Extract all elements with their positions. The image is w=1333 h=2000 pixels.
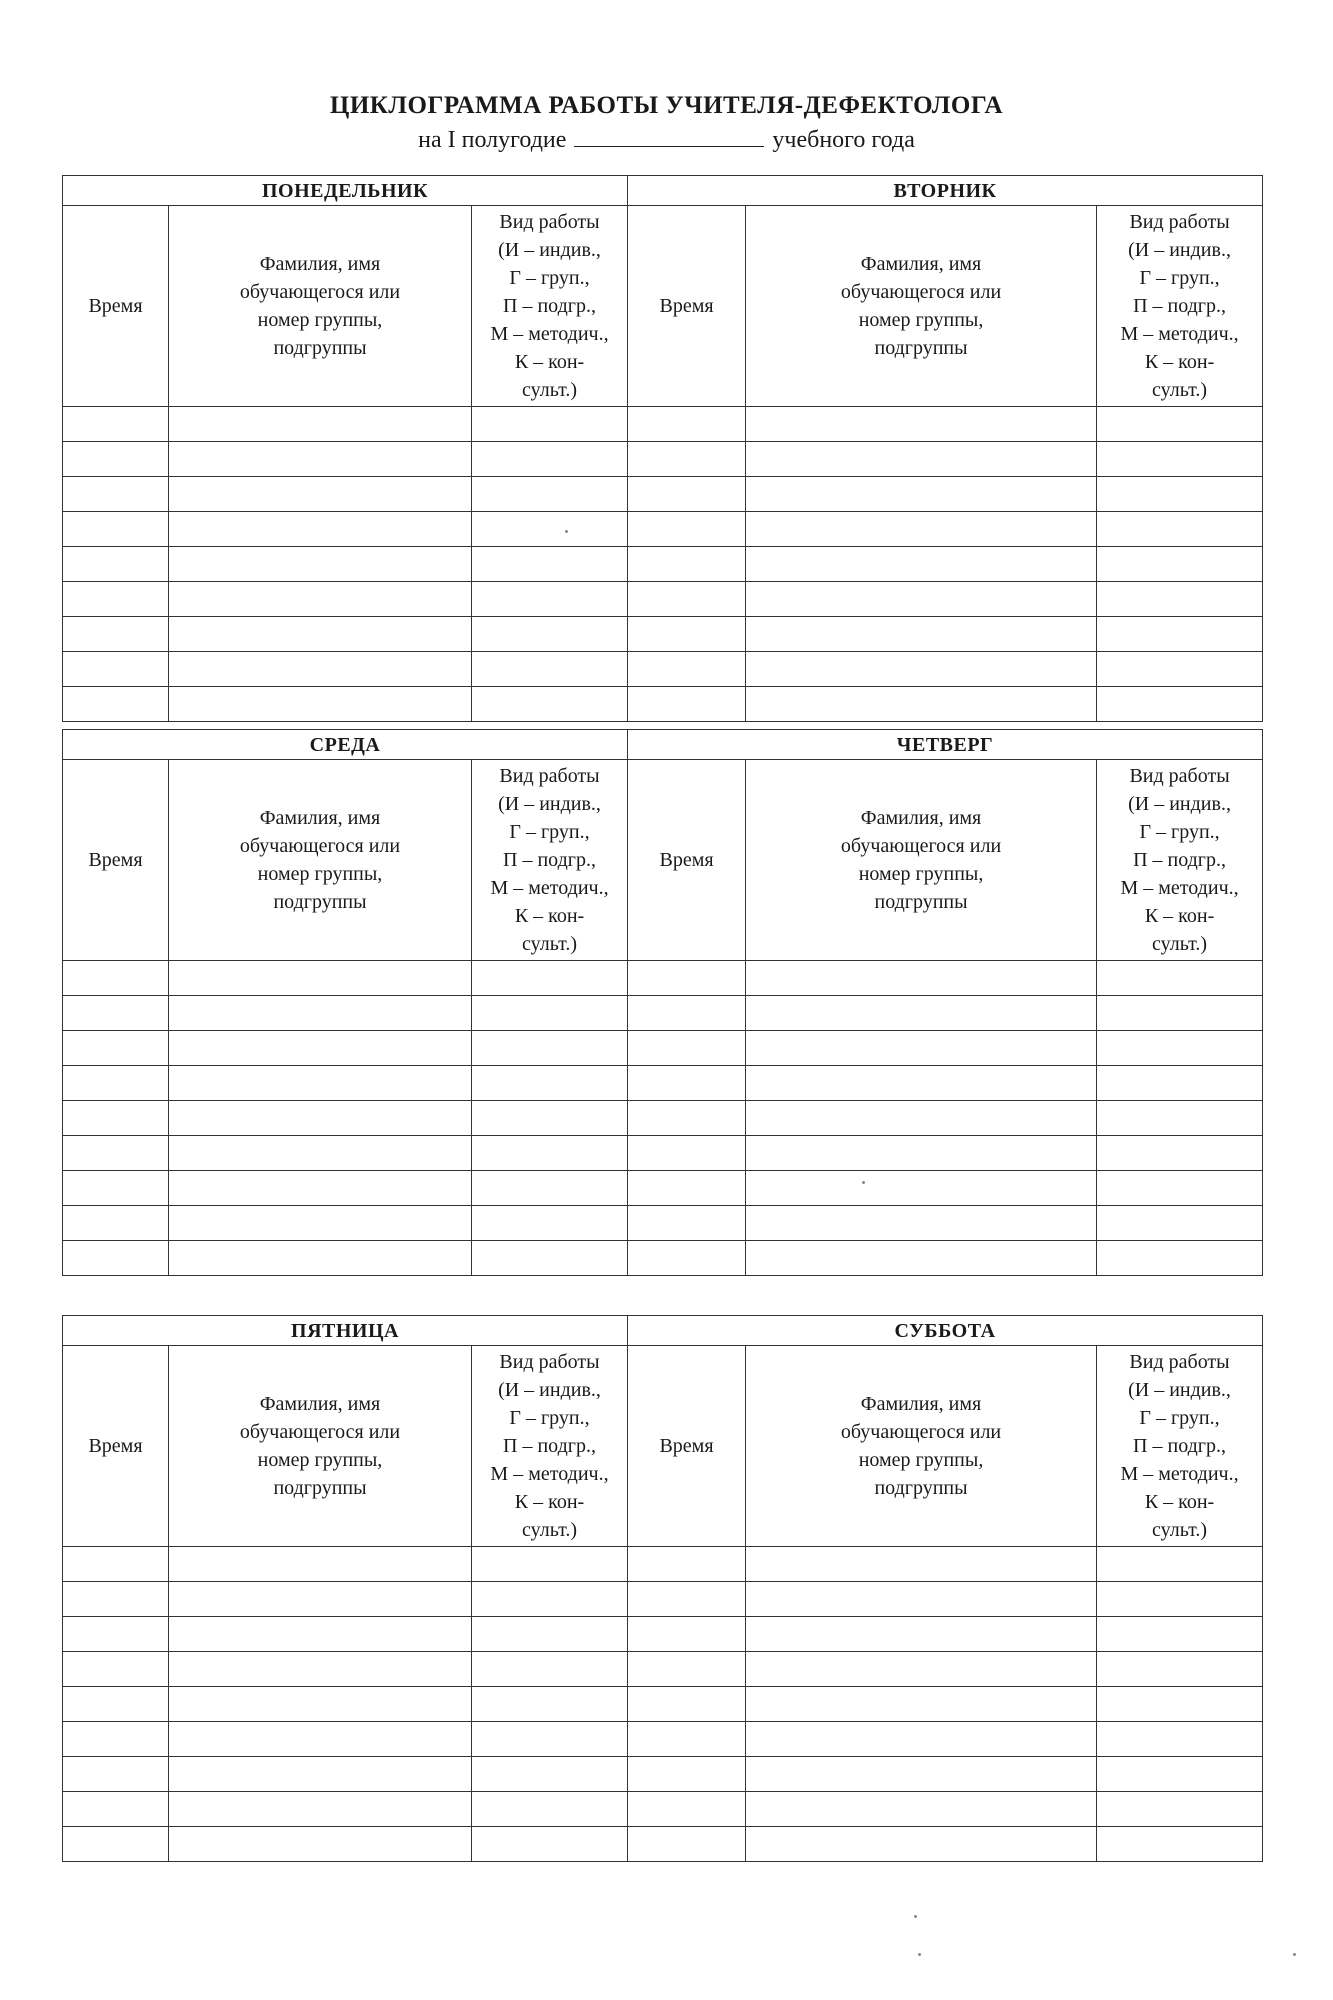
name-cell[interactable] — [169, 1101, 472, 1136]
work-type-cell[interactable] — [472, 1136, 628, 1171]
time-cell[interactable] — [628, 1206, 746, 1241]
time-cell[interactable] — [628, 1171, 746, 1206]
schedule-block-wed-thu — [62, 729, 1263, 1276]
time-cell[interactable] — [628, 1101, 746, 1136]
name-cell[interactable] — [169, 961, 472, 996]
subtitle-prefix: на I полугодие — [418, 127, 567, 153]
schedule-block-fri-sat — [62, 1315, 1263, 1862]
work-type-cell[interactable] — [1097, 1757, 1263, 1792]
time-cell[interactable] — [63, 442, 169, 477]
document-subtitle — [0, 127, 1333, 154]
time-cell[interactable] — [628, 477, 746, 512]
col-header-time: Время — [63, 206, 169, 407]
time-cell[interactable] — [628, 1827, 746, 1862]
time-cell[interactable] — [63, 1066, 169, 1101]
name-cell[interactable] — [746, 1617, 1097, 1652]
work-type-cell[interactable] — [1097, 961, 1263, 996]
day-header-monday: ПОНЕДЕЛЬНИК — [63, 176, 628, 206]
table-row — [63, 1031, 1263, 1066]
col-header-name: Фамилия, имя обучающегося или номер группы, подгруппы — [169, 760, 472, 961]
table-row — [63, 1101, 1263, 1136]
year-blank-line[interactable] — [574, 128, 764, 147]
col-header-work-type: Вид работы (И – индив., Г – груп., П – подгр., М – методич., К – кон- сульт.) — [1097, 206, 1263, 407]
name-cell[interactable] — [746, 961, 1097, 996]
work-type-cell[interactable] — [472, 1171, 628, 1206]
work-type-cell[interactable] — [472, 512, 628, 547]
time-cell[interactable] — [63, 617, 169, 652]
table-row — [63, 617, 1263, 652]
name-cell[interactable] — [169, 1241, 472, 1276]
table-row — [63, 1066, 1263, 1101]
name-cell[interactable] — [169, 617, 472, 652]
work-type-cell[interactable] — [472, 652, 628, 687]
schedule-block-mon-tue — [62, 175, 1263, 722]
time-cell[interactable] — [628, 961, 746, 996]
work-type-cell[interactable] — [1097, 1827, 1263, 1862]
table-row — [63, 442, 1263, 477]
work-type-cell[interactable] — [472, 1792, 628, 1827]
time-cell[interactable] — [628, 617, 746, 652]
table-row — [63, 1652, 1263, 1687]
document-title: ЦИКЛОГРАММА РАБОТЫ УЧИТЕЛЯ-ДЕФЕКТОЛОГА — [329, 92, 1004, 119]
time-cell[interactable] — [63, 1652, 169, 1687]
table-row — [63, 1722, 1263, 1757]
work-type-cell[interactable] — [472, 687, 628, 722]
name-cell[interactable] — [746, 407, 1097, 442]
col-header-name: Фамилия, имя обучающегося или номер группы, подгруппы — [169, 206, 472, 407]
name-cell[interactable] — [169, 1792, 472, 1827]
work-type-cell[interactable] — [1097, 582, 1263, 617]
col-header-name: Фамилия, имя обучающегося или номер группы, подгруппы — [746, 1346, 1097, 1547]
work-type-cell[interactable] — [472, 1066, 628, 1101]
time-cell[interactable] — [628, 1136, 746, 1171]
time-cell[interactable] — [63, 1617, 169, 1652]
table-row — [63, 1792, 1263, 1827]
name-cell[interactable] — [746, 547, 1097, 582]
work-type-cell[interactable] — [1097, 1617, 1263, 1652]
name-cell[interactable] — [746, 1206, 1097, 1241]
time-cell[interactable] — [63, 1101, 169, 1136]
table-row — [63, 1617, 1263, 1652]
name-cell[interactable] — [746, 582, 1097, 617]
name-cell[interactable] — [746, 1687, 1097, 1722]
name-cell[interactable] — [746, 1757, 1097, 1792]
name-cell[interactable] — [169, 1617, 472, 1652]
name-cell[interactable] — [746, 442, 1097, 477]
table-row — [63, 407, 1263, 442]
work-type-cell[interactable] — [1097, 1547, 1263, 1582]
scan-speck — [862, 1181, 865, 1184]
col-header-work-type: Вид работы (И – индив., Г – груп., П – подгр., М – методич., К – кон- сульт.) — [1097, 1346, 1263, 1547]
table-row — [63, 1547, 1263, 1582]
time-cell[interactable] — [628, 512, 746, 547]
name-cell[interactable] — [746, 652, 1097, 687]
time-cell[interactable] — [63, 1136, 169, 1171]
name-cell[interactable] — [169, 442, 472, 477]
time-cell[interactable] — [628, 1066, 746, 1101]
time-cell[interactable] — [628, 407, 746, 442]
work-type-cell[interactable] — [1097, 687, 1263, 722]
time-cell[interactable] — [63, 1547, 169, 1582]
time-cell[interactable] — [63, 1687, 169, 1722]
rows — [63, 961, 1263, 1276]
name-cell[interactable] — [746, 1722, 1097, 1757]
table-row — [63, 1136, 1263, 1171]
work-type-cell[interactable] — [472, 1652, 628, 1687]
name-cell[interactable] — [169, 547, 472, 582]
name-cell[interactable] — [169, 1827, 472, 1862]
scan-speck — [1293, 1953, 1296, 1956]
time-cell[interactable] — [628, 1031, 746, 1066]
name-cell[interactable] — [169, 477, 472, 512]
work-type-cell[interactable] — [472, 996, 628, 1031]
work-type-cell[interactable] — [472, 582, 628, 617]
work-type-cell[interactable] — [472, 407, 628, 442]
rows — [63, 1547, 1263, 1862]
name-cell[interactable] — [169, 1652, 472, 1687]
name-cell[interactable] — [169, 1171, 472, 1206]
name-cell[interactable] — [169, 1066, 472, 1101]
work-type-cell[interactable] — [1097, 1101, 1263, 1136]
time-cell[interactable] — [628, 1547, 746, 1582]
time-cell[interactable] — [628, 652, 746, 687]
time-cell[interactable] — [628, 582, 746, 617]
time-cell[interactable] — [628, 1241, 746, 1276]
work-type-cell[interactable] — [1097, 1241, 1263, 1276]
work-type-cell[interactable] — [1097, 617, 1263, 652]
name-cell[interactable] — [746, 1031, 1097, 1066]
table-row — [63, 652, 1263, 687]
time-cell[interactable] — [63, 1827, 169, 1862]
work-type-cell[interactable] — [472, 547, 628, 582]
name-cell[interactable] — [746, 512, 1097, 547]
table-row — [63, 1757, 1263, 1792]
work-type-cell[interactable] — [1097, 442, 1263, 477]
time-cell[interactable] — [628, 1792, 746, 1827]
time-cell[interactable] — [628, 1582, 746, 1617]
time-cell[interactable] — [63, 1241, 169, 1276]
table-row — [63, 1582, 1263, 1617]
table-row — [63, 1241, 1263, 1276]
work-type-cell[interactable] — [472, 1722, 628, 1757]
work-type-cell[interactable] — [472, 442, 628, 477]
work-type-cell[interactable] — [1097, 1652, 1263, 1687]
col-header-name: Фамилия, имя обучающегося или номер группы, подгруппы — [169, 1346, 472, 1547]
name-cell[interactable] — [746, 1136, 1097, 1171]
name-cell[interactable] — [169, 996, 472, 1031]
scan-speck — [918, 1953, 921, 1956]
name-cell[interactable] — [746, 1652, 1097, 1687]
work-type-cell[interactable] — [472, 477, 628, 512]
time-cell[interactable] — [628, 1722, 746, 1757]
day-header-friday: ПЯТНИЦА — [63, 1316, 628, 1346]
name-cell[interactable] — [746, 1241, 1097, 1276]
work-type-cell[interactable] — [472, 1101, 628, 1136]
work-type-cell[interactable] — [1097, 1792, 1263, 1827]
name-cell[interactable] — [169, 407, 472, 442]
name-cell[interactable] — [169, 1547, 472, 1582]
col-header-work-type: Вид работы (И – индив., Г – груп., П – подгр., М – методич., К – кон- сульт.) — [472, 206, 628, 407]
work-type-cell[interactable] — [1097, 1582, 1263, 1617]
time-cell[interactable] — [63, 407, 169, 442]
col-header-time: Время — [628, 1346, 746, 1547]
work-type-cell[interactable] — [1097, 1031, 1263, 1066]
work-type-cell[interactable] — [1097, 1687, 1263, 1722]
name-cell[interactable] — [169, 1136, 472, 1171]
name-cell[interactable] — [169, 1687, 472, 1722]
table-row — [63, 1827, 1263, 1862]
work-type-cell[interactable] — [1097, 1206, 1263, 1241]
name-cell[interactable] — [746, 1827, 1097, 1862]
time-cell[interactable] — [63, 1031, 169, 1066]
col-header-name: Фамилия, имя обучающегося или номер группы, подгруппы — [746, 206, 1097, 407]
name-cell[interactable] — [746, 477, 1097, 512]
work-type-cell[interactable] — [1097, 1171, 1263, 1206]
work-type-cell[interactable] — [472, 617, 628, 652]
scan-speck — [565, 530, 568, 533]
time-cell[interactable] — [63, 1792, 169, 1827]
name-cell[interactable] — [746, 1792, 1097, 1827]
subtitle-suffix: учебного года — [772, 127, 915, 153]
day-header-thursday: ЧЕТВЕРГ — [628, 730, 1263, 760]
time-cell[interactable] — [63, 1582, 169, 1617]
col-header-time: Время — [628, 760, 746, 961]
work-type-cell[interactable] — [472, 1617, 628, 1652]
work-type-cell[interactable] — [472, 1827, 628, 1862]
name-cell[interactable] — [169, 1206, 472, 1241]
name-cell[interactable] — [169, 652, 472, 687]
name-cell[interactable] — [169, 1722, 472, 1757]
time-cell[interactable] — [63, 1206, 169, 1241]
name-cell[interactable] — [746, 996, 1097, 1031]
name-cell[interactable] — [169, 1757, 472, 1792]
col-header-time: Время — [63, 760, 169, 961]
name-cell[interactable] — [169, 687, 472, 722]
work-type-cell[interactable] — [1097, 547, 1263, 582]
work-type-cell[interactable] — [1097, 652, 1263, 687]
work-type-cell[interactable] — [1097, 1136, 1263, 1171]
work-type-cell[interactable] — [1097, 1066, 1263, 1101]
time-cell[interactable] — [628, 442, 746, 477]
time-cell[interactable] — [628, 687, 746, 722]
time-cell[interactable] — [628, 1757, 746, 1792]
time-cell[interactable] — [63, 1757, 169, 1792]
day-header-saturday: СУББОТА — [628, 1316, 1263, 1346]
name-cell[interactable] — [746, 1171, 1097, 1206]
work-type-cell[interactable] — [1097, 407, 1263, 442]
work-type-cell[interactable] — [1097, 1722, 1263, 1757]
name-cell[interactable] — [746, 617, 1097, 652]
time-cell[interactable] — [63, 1722, 169, 1757]
work-type-cell[interactable] — [472, 1547, 628, 1582]
day-header-wednesday: СРЕДА — [63, 730, 628, 760]
work-type-cell[interactable] — [472, 1757, 628, 1792]
name-cell[interactable] — [169, 512, 472, 547]
time-cell[interactable] — [63, 687, 169, 722]
time-cell[interactable] — [63, 512, 169, 547]
time-cell[interactable] — [63, 996, 169, 1031]
name-cell[interactable] — [169, 582, 472, 617]
scan-speck — [914, 1915, 917, 1918]
time-cell[interactable] — [63, 582, 169, 617]
work-type-cell[interactable] — [472, 1031, 628, 1066]
table-row — [63, 1687, 1263, 1722]
name-cell[interactable] — [746, 1066, 1097, 1101]
work-type-cell[interactable] — [472, 1582, 628, 1617]
time-cell[interactable] — [63, 961, 169, 996]
time-cell[interactable] — [628, 547, 746, 582]
name-cell[interactable] — [746, 1547, 1097, 1582]
name-cell[interactable] — [746, 687, 1097, 722]
work-type-cell[interactable] — [472, 1241, 628, 1276]
table-row — [63, 512, 1263, 547]
col-header-time: Время — [63, 1346, 169, 1547]
name-cell[interactable] — [169, 1031, 472, 1066]
time-cell[interactable] — [628, 996, 746, 1031]
table-row — [63, 996, 1263, 1031]
col-header-time: Время — [628, 206, 746, 407]
table-row — [63, 687, 1263, 722]
rows — [63, 407, 1263, 722]
time-cell[interactable] — [63, 547, 169, 582]
time-cell[interactable] — [63, 477, 169, 512]
work-type-cell[interactable] — [1097, 512, 1263, 547]
name-cell[interactable] — [169, 1582, 472, 1617]
table-row — [63, 1171, 1263, 1206]
col-header-name: Фамилия, имя обучающегося или номер группы, подгруппы — [746, 760, 1097, 961]
table-row — [63, 582, 1263, 617]
work-type-cell[interactable] — [1097, 477, 1263, 512]
col-header-work-type: Вид работы (И – индив., Г – груп., П – подгр., М – методич., К – кон- сульт.) — [472, 1346, 628, 1547]
time-cell[interactable] — [63, 652, 169, 687]
name-cell[interactable] — [746, 1101, 1097, 1136]
col-header-work-type: Вид работы (И – индив., Г – груп., П – подгр., М – методич., К – кон- сульт.) — [1097, 760, 1263, 961]
time-cell[interactable] — [63, 1171, 169, 1206]
time-cell[interactable] — [628, 1687, 746, 1722]
work-type-cell[interactable] — [472, 961, 628, 996]
table-row — [63, 477, 1263, 512]
name-cell[interactable] — [746, 1582, 1097, 1617]
table-row — [63, 961, 1263, 996]
day-header-tuesday: ВТОРНИК — [628, 176, 1263, 206]
table-row — [63, 1206, 1263, 1241]
table-row — [63, 547, 1263, 582]
time-cell[interactable] — [628, 1617, 746, 1652]
work-type-cell[interactable] — [1097, 996, 1263, 1031]
work-type-cell[interactable] — [472, 1687, 628, 1722]
col-header-work-type: Вид работы (И – индив., Г – груп., П – подгр., М – методич., К – кон- сульт.) — [472, 760, 628, 961]
work-type-cell[interactable] — [472, 1206, 628, 1241]
time-cell[interactable] — [628, 1652, 746, 1687]
